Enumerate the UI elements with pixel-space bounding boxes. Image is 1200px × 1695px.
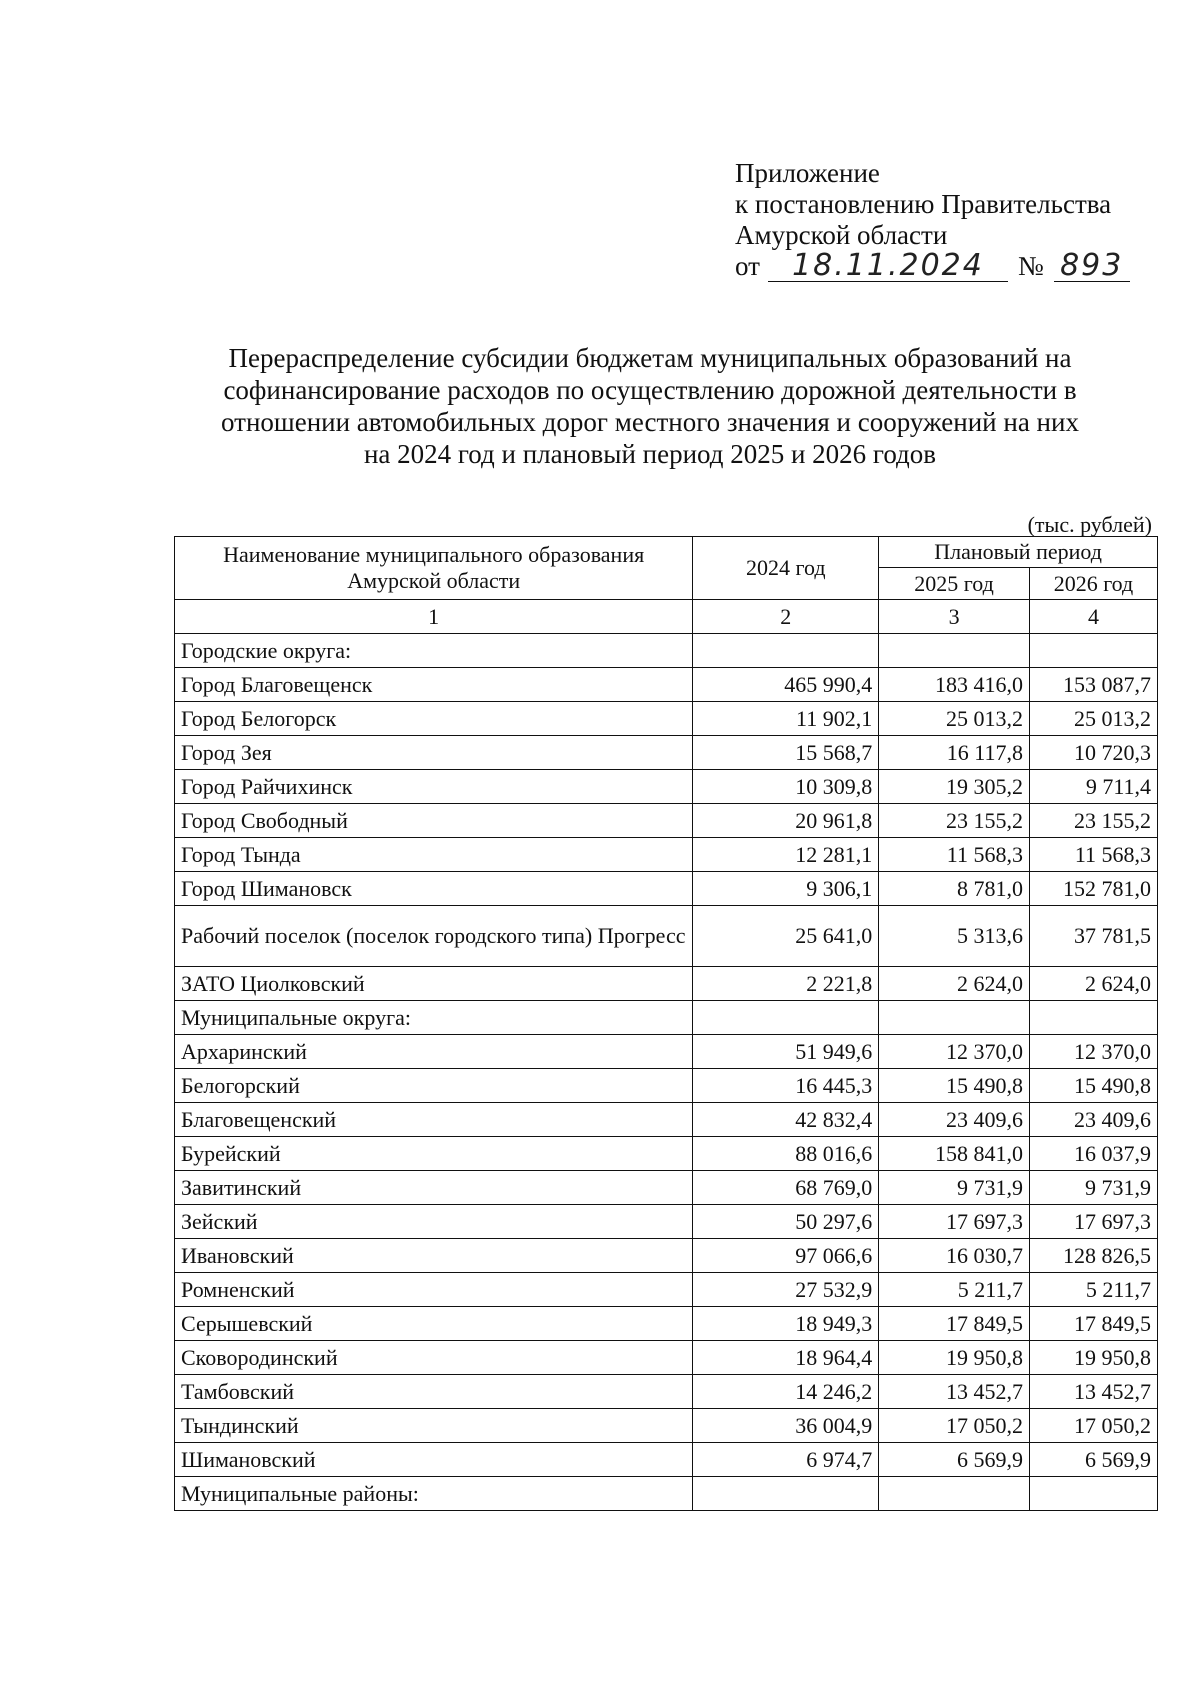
row-value-2025: 158 841,0 <box>879 1137 1030 1171</box>
table-row <box>175 1035 1158 1069</box>
row-name: Город Благовещенск <box>175 668 693 702</box>
col-number-2: 2 <box>693 600 879 634</box>
table-row <box>175 906 1158 967</box>
row-value-2025: 19 305,2 <box>879 770 1030 804</box>
row-value-2024 <box>693 1001 879 1035</box>
row-value-2026: 19 950,8 <box>1029 1341 1157 1375</box>
table-row <box>175 1443 1158 1477</box>
row-name: Ромненский <box>175 1273 693 1307</box>
row-name: Сковородинский <box>175 1341 693 1375</box>
row-value-2026: 152 781,0 <box>1029 872 1157 906</box>
row-value-2025: 15 490,8 <box>879 1069 1030 1103</box>
table-row <box>175 770 1158 804</box>
table-row <box>175 838 1158 872</box>
document-title <box>170 342 1130 470</box>
row-name: Благовещенский <box>175 1103 693 1137</box>
row-value-2024: 20 961,8 <box>693 804 879 838</box>
row-value-2025: 9 731,9 <box>879 1171 1030 1205</box>
header-plan-period: Плановый период <box>879 537 1158 568</box>
row-value-2026 <box>1029 1477 1157 1511</box>
row-name: Тамбовский <box>175 1375 693 1409</box>
row-value-2026 <box>1029 634 1157 668</box>
row-value-2026: 17 697,3 <box>1029 1205 1157 1239</box>
table-row <box>175 872 1158 906</box>
row-value-2025: 2 624,0 <box>879 967 1030 1001</box>
table-row <box>175 668 1158 702</box>
row-value-2026: 9 711,4 <box>1029 770 1157 804</box>
row-value-2024: 2 221,8 <box>693 967 879 1001</box>
row-value-2024: 68 769,0 <box>693 1171 879 1205</box>
appendix-line-3: Амурской области <box>735 220 948 250</box>
col-number-4: 4 <box>1029 600 1157 634</box>
row-name: Зейский <box>175 1205 693 1239</box>
table-row <box>175 634 1158 668</box>
row-value-2024: 11 902,1 <box>693 702 879 736</box>
table-row <box>175 736 1158 770</box>
row-value-2025 <box>879 1477 1030 1511</box>
row-value-2024: 51 949,6 <box>693 1035 879 1069</box>
row-name: Муниципальные районы: <box>175 1477 693 1511</box>
row-value-2026 <box>1029 1001 1157 1035</box>
row-value-2025: 11 568,3 <box>879 838 1030 872</box>
header-2024: 2024 год <box>693 537 879 600</box>
row-name: Городские округа: <box>175 634 693 668</box>
row-value-2025: 183 416,0 <box>879 668 1030 702</box>
row-value-2026: 23 155,2 <box>1029 804 1157 838</box>
table-row <box>175 1307 1158 1341</box>
row-value-2025: 17 849,5 <box>879 1307 1030 1341</box>
row-value-2025: 16 030,7 <box>879 1239 1030 1273</box>
row-value-2026: 23 409,6 <box>1029 1103 1157 1137</box>
row-value-2026: 5 211,7 <box>1029 1273 1157 1307</box>
table-row <box>175 1375 1158 1409</box>
handwritten-number: 893 <box>1054 251 1130 282</box>
row-value-2026: 12 370,0 <box>1029 1035 1157 1069</box>
row-name: Ивановский <box>175 1239 693 1273</box>
row-value-2024 <box>693 1477 879 1511</box>
row-value-2024: 88 016,6 <box>693 1137 879 1171</box>
appendix-label: Приложение <box>735 158 880 188</box>
row-value-2025: 23 409,6 <box>879 1103 1030 1137</box>
units-label: (тыс. рублей) <box>1027 512 1152 537</box>
row-value-2026: 11 568,3 <box>1029 838 1157 872</box>
table-row <box>175 1477 1158 1511</box>
row-name: Город Свободный <box>175 804 693 838</box>
row-value-2026: 25 013,2 <box>1029 702 1157 736</box>
header-row-1 <box>175 537 1158 568</box>
row-value-2025: 17 697,3 <box>879 1205 1030 1239</box>
row-name: Бурейский <box>175 1137 693 1171</box>
row-value-2025: 5 313,6 <box>879 906 1030 967</box>
row-value-2025 <box>879 634 1030 668</box>
row-value-2026: 13 452,7 <box>1029 1375 1157 1409</box>
row-value-2025: 19 950,8 <box>879 1341 1030 1375</box>
row-value-2026: 15 490,8 <box>1029 1069 1157 1103</box>
row-name: ЗАТО Циолковский <box>175 967 693 1001</box>
row-value-2024: 18 964,4 <box>693 1341 879 1375</box>
row-value-2026: 17 050,2 <box>1029 1409 1157 1443</box>
row-value-2024: 16 445,3 <box>693 1069 879 1103</box>
subsidy-table <box>174 536 1158 1511</box>
row-value-2026: 17 849,5 <box>1029 1307 1157 1341</box>
row-value-2024: 27 532,9 <box>693 1273 879 1307</box>
col-number-3: 3 <box>879 600 1030 634</box>
row-value-2024: 9 306,1 <box>693 872 879 906</box>
header-2026: 2026 год <box>1029 568 1157 600</box>
row-value-2026: 10 720,3 <box>1029 736 1157 770</box>
row-name: Тындинский <box>175 1409 693 1443</box>
row-value-2024: 465 990,4 <box>693 668 879 702</box>
row-value-2026: 37 781,5 <box>1029 906 1157 967</box>
row-value-2025: 17 050,2 <box>879 1409 1030 1443</box>
title-line-3: отношении автомобильных дорог местного значения и сооружений на них <box>221 407 1079 437</box>
row-value-2024: 25 641,0 <box>693 906 879 967</box>
table-body <box>175 600 1158 1511</box>
row-value-2025: 8 781,0 <box>879 872 1030 906</box>
table-row <box>175 1137 1158 1171</box>
row-value-2024: 12 281,1 <box>693 838 879 872</box>
row-value-2024: 14 246,2 <box>693 1375 879 1409</box>
table-row <box>175 1273 1158 1307</box>
appendix-line-2: к постановлению Правительства <box>735 189 1112 219</box>
title-line-1: Перераспределение субсидии бюджетам муниципальных образований на <box>228 343 1072 373</box>
row-name: Рабочий поселок (поселок городского типа) Прогресс <box>175 906 693 967</box>
row-name: Город Райчихинск <box>175 770 693 804</box>
row-value-2024: 36 004,9 <box>693 1409 879 1443</box>
date-prefix: от <box>735 251 760 281</box>
table-row <box>175 1239 1158 1273</box>
row-value-2025: 6 569,9 <box>879 1443 1030 1477</box>
table-row <box>175 1205 1158 1239</box>
table-row <box>175 1341 1158 1375</box>
table-row <box>175 702 1158 736</box>
row-name: Архаринский <box>175 1035 693 1069</box>
table-row <box>175 1409 1158 1443</box>
row-value-2025: 16 117,8 <box>879 736 1030 770</box>
row-name: Город Шимановск <box>175 872 693 906</box>
row-value-2026: 153 087,7 <box>1029 668 1157 702</box>
header-2025: 2025 год <box>879 568 1030 600</box>
row-value-2025: 5 211,7 <box>879 1273 1030 1307</box>
title-line-2: софинансирование расходов по осуществлению дорожной деятельности в <box>223 375 1077 405</box>
title-line-4: на 2024 год и плановый период 2025 и 2026 годов <box>363 439 937 469</box>
row-value-2026: 6 569,9 <box>1029 1443 1157 1477</box>
table-row <box>175 804 1158 838</box>
row-name: Город Тында <box>175 838 693 872</box>
row-value-2026: 16 037,9 <box>1029 1137 1157 1171</box>
table-row <box>175 1069 1158 1103</box>
col-number-1: 1 <box>175 600 693 634</box>
number-prefix: № <box>1017 251 1044 281</box>
row-value-2024: 50 297,6 <box>693 1205 879 1239</box>
table-row <box>175 1171 1158 1205</box>
row-value-2026: 2 624,0 <box>1029 967 1157 1001</box>
row-value-2025: 12 370,0 <box>879 1035 1030 1069</box>
row-value-2024: 97 066,6 <box>693 1239 879 1273</box>
header-name: Наименование муниципального образования Амурской области <box>175 537 693 600</box>
row-name: Муниципальные округа: <box>175 1001 693 1035</box>
row-name: Шимановский <box>175 1443 693 1477</box>
row-value-2024 <box>693 634 879 668</box>
row-value-2025: 13 452,7 <box>879 1375 1030 1409</box>
column-number-row <box>175 600 1158 634</box>
row-name: Город Белогорск <box>175 702 693 736</box>
appendix-date-line <box>735 248 1130 283</box>
row-name: Серышевский <box>175 1307 693 1341</box>
row-value-2024: 42 832,4 <box>693 1103 879 1137</box>
row-value-2024: 15 568,7 <box>693 736 879 770</box>
row-name: Завитинский <box>175 1171 693 1205</box>
row-name: Белогорский <box>175 1069 693 1103</box>
row-value-2024: 10 309,8 <box>693 770 879 804</box>
row-value-2026: 9 731,9 <box>1029 1171 1157 1205</box>
row-value-2026: 128 826,5 <box>1029 1239 1157 1273</box>
table-row <box>175 967 1158 1001</box>
handwritten-date: 18.11.2024 <box>768 251 1008 282</box>
row-value-2024: 6 974,7 <box>693 1443 879 1477</box>
table-row <box>175 1103 1158 1137</box>
row-value-2024: 18 949,3 <box>693 1307 879 1341</box>
row-value-2025 <box>879 1001 1030 1035</box>
row-value-2025: 23 155,2 <box>879 804 1030 838</box>
appendix-block <box>735 158 1130 282</box>
table-row <box>175 1001 1158 1035</box>
row-name: Город Зея <box>175 736 693 770</box>
row-value-2025: 25 013,2 <box>879 702 1030 736</box>
